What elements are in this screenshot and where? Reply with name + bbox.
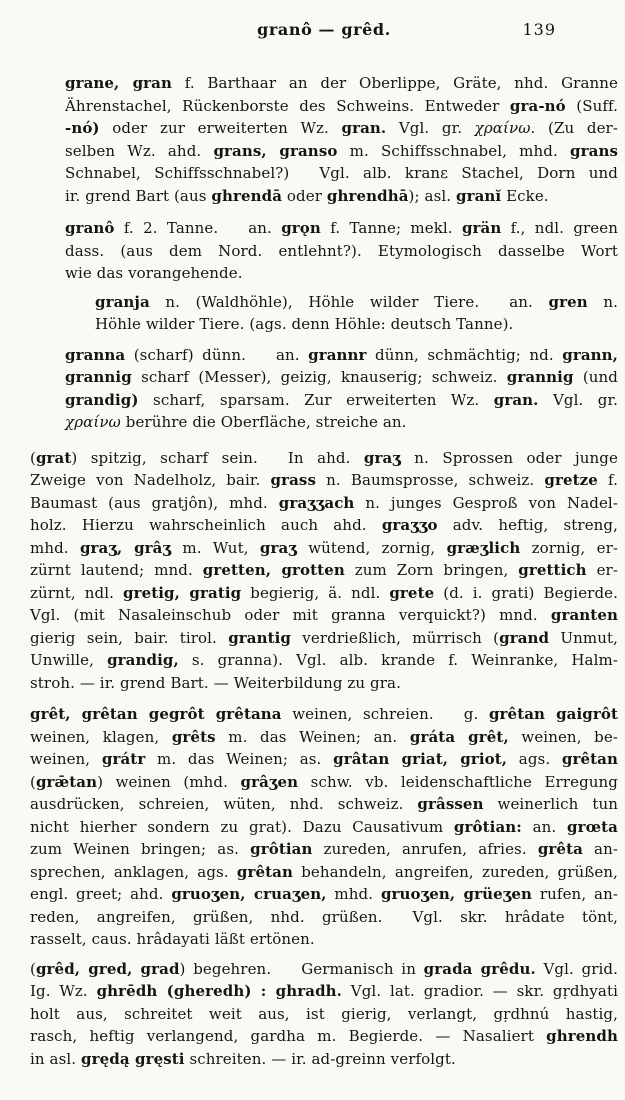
bold-word-form: grêtan gaigrôt: [488, 705, 619, 723]
bold-word-form: gretten, grotten: [202, 561, 345, 579]
bold-word-form: grôtian: [250, 840, 313, 858]
bold-word-form: grœta: [567, 817, 618, 836]
text-line: Unwille, grandig, s. granna). Vgl. alb. krande f. Weinranke, Halm-: [30, 651, 618, 669]
text-line: engl. greet; ahd. gruoʒen, cruaʒen, mhd. gruoʒen, grüeʒen rufen, an-: [30, 885, 619, 903]
text-line: (grêd, gred, grad) begehren. Germanisch in grada grêdu. Vgl. grid.: [30, 959, 619, 978]
bold-word-form: grantig: [228, 628, 292, 647]
text-line: granna (scharf) dünn. an. grannr dünn, schmächtig; nd. grann,: [65, 345, 618, 364]
bold-word-form: -nó): [65, 119, 100, 137]
bold-word-form: grandig): [65, 390, 139, 409]
bold-word-form: gretze: [544, 471, 598, 489]
bold-word-form: grans, granso: [213, 141, 338, 160]
text-line: zum Weinen bringen; as. grôtian zureden, anrufen, afries. grêta an-: [30, 840, 618, 858]
text-line: granja n. (Waldhöhle), Höhle wilder Tiere. an. gren n.: [95, 292, 618, 311]
bold-word-form: ghrendh: [546, 1027, 618, 1045]
text-line: Baumast (aus gratjôn), mhd. graʒʒach n. junges Gesproß von Nadel-: [30, 493, 618, 512]
greek-word: χραίνω: [474, 119, 531, 137]
entry-grat: [30, 447, 618, 695]
bold-word-form: grass: [270, 471, 317, 489]
text-line: zürnt lautend; mnd. gretten, grotten zum Zorn bringen, grettich er-: [30, 561, 618, 579]
running-head: [30, 20, 618, 44]
bold-word-form: grane, gran: [65, 74, 172, 92]
bold-word-form: grędą gręsti: [81, 1049, 185, 1068]
text-line: -nó) oder zur erweiterten Wz. gran. Vgl. gr. χραίνω. (Zu der-: [65, 119, 618, 137]
bold-word-form: granja: [95, 292, 150, 311]
bold-word-form: grada grêdu.: [423, 959, 536, 978]
bold-word-form: graʒ: [363, 448, 401, 467]
text-line: grane, gran f. Barthaar an der Oberlippe, Gräte, nhd. Granne: [65, 74, 618, 92]
bold-word-form: ghrēdh (gheredh) : ghradh.: [96, 982, 342, 1000]
bold-word-form: grêtan: [561, 750, 618, 768]
bold-word-form: grôtian:: [453, 817, 522, 836]
text-line: gierig sein, bair. tirol. grantig verdrießlich, mürrisch (grand Unmut,: [30, 628, 619, 647]
bold-word-form: grannig: [65, 368, 132, 386]
text-line: dass. (aus dem Nord. entlehnt?). Etymologisch dasselbe Wort: [65, 241, 618, 260]
bold-word-form: grêt, grêtan gegrôt grêtana: [30, 705, 282, 723]
bold-word-form: grete: [389, 583, 435, 602]
bold-word-form: gruoʒen, grüeʒen: [380, 885, 533, 903]
bold-word-form: gren: [548, 292, 588, 311]
text-line: mhd. graʒ, grâʒ m. Wut, graʒ wütend, zornig, græʒlich zornig, er-: [30, 538, 619, 557]
bold-word-form: grans: [570, 141, 619, 160]
text-line: (grǣtan) weinen (mhd. grâʒen schw. vb. leidenschaftliche Erregung: [30, 772, 618, 791]
text-line: (grat) spitzig, scharf sein. In ahd. graʒ n. Sprossen oder junge: [30, 448, 618, 467]
text-line: grêt, grêtan gegrôt grêtana weinen, schreien. g. grêtan gaigrôt: [30, 705, 619, 723]
bold-word-form: grän: [461, 219, 502, 237]
running-head-title: granô — grêd.: [257, 20, 391, 39]
bold-word-form: gruoʒen, cruaʒen,: [171, 885, 327, 903]
text-line: Ig. Wz. ghrēdh (gheredh) : ghradh. Vgl. lat. gradior. — skr. gṛdhyati: [30, 982, 618, 1000]
greek-word: χραίνω: [65, 413, 121, 431]
text-line: grandig) scharf, sparsam. Zur erweiterten Wz. gran. Vgl. gr.: [65, 390, 618, 409]
bold-word-form: grêta: [537, 840, 583, 858]
bold-word-form: grêtan: [236, 862, 294, 881]
entry-grane: [65, 72, 618, 207]
bold-word-form: granô: [65, 219, 115, 237]
bold-word-form: grannig: [506, 368, 574, 386]
bold-word-form: grat: [35, 448, 72, 467]
bold-word-form: graʒ: [259, 538, 297, 557]
bold-word-form: grâʒen: [240, 772, 299, 791]
bold-word-form: ghrendhā: [326, 186, 409, 205]
text-line: stroh. — ir. grend Bart. — Weiterbildung zu gra.: [30, 673, 401, 692]
bold-word-form: ghrendā: [211, 186, 283, 205]
bold-word-form: gran.: [341, 119, 387, 137]
bold-word-form: gra-nó: [509, 96, 566, 115]
text-line: Höhle wilder Tiere. (ags. denn Höhle: deutsch Tanne).: [95, 315, 514, 333]
text-line: reden, angreifen, grüßen, nhd. grüßen. Vgl. skr. hrâdate tönt,: [30, 907, 618, 926]
bold-word-form: graʒ, grâʒ: [79, 538, 172, 557]
text-line: sprechen, anklagen, ags. grêtan behandeln, angreifen, zureden, grüßen,: [30, 862, 619, 881]
bold-word-form: graʒʒach: [278, 493, 355, 512]
text-line: weinen, klagen, grêts m. das Weinen; an. gráta grêt, weinen, be-: [30, 727, 619, 746]
bold-word-form: grandig,: [107, 651, 179, 669]
text-line: Schnabel, Schiffsschnabel?) Vgl. alb. kranε Stachel, Dorn und: [65, 164, 618, 182]
entry-gred: [30, 958, 618, 1071]
text-line: selben Wz. ahd. grans, granso m. Schiffsschnabel, mhd. grans: [65, 141, 619, 160]
bold-word-form: gran.: [493, 390, 539, 409]
bold-word-form: gretig, gratig: [123, 583, 242, 602]
bold-word-form: grann,: [562, 345, 618, 364]
text-line: holt aus, schreitet weit aus, ist gierig, verlangt, gṛdhnú hastig,: [30, 1004, 618, 1023]
bold-word-form: grǫn: [281, 219, 321, 237]
bold-word-form: grannr: [308, 345, 367, 364]
bold-word-form: græʒlich: [446, 538, 521, 557]
bold-word-form: grâtan griat, griot,: [333, 750, 508, 768]
text-line: in asl. grędą gręsti schreiten. — ir. ad-greinn verfolgt.: [30, 1049, 456, 1068]
bold-word-form: grettich: [518, 561, 587, 579]
bold-word-form: grǣtan: [35, 772, 98, 791]
text-line: zürnt, ndl. gretig, gratig begierig, ä. ndl. grete (d. i. grati) Begierde.: [30, 583, 618, 602]
bold-word-form: granĭ: [456, 186, 502, 205]
entry-grano: [65, 217, 618, 285]
text-line: Vgl. (mit Nasaleinschub oder mit granna verquickt?) mnd. granten: [30, 606, 618, 624]
bold-word-form: gráta grêt,: [409, 727, 509, 746]
page-number: 139: [522, 20, 556, 39]
text-line: weinen, grátr m. das Weinen; as. grâtan griat, griot, ags. grêtan: [30, 750, 618, 768]
text-line: holz. Hierzu wahrscheinlich auch ahd. graʒʒo adv. heftig, streng,: [30, 516, 619, 534]
text-line: rasselt, caus. hrâdayati läßt ertönen.: [30, 930, 315, 948]
entry-granja: [95, 291, 618, 336]
bold-word-form: granten: [550, 606, 618, 624]
bold-word-form: granna: [65, 345, 126, 364]
bold-word-form: graʒʒo: [381, 516, 438, 534]
text-line: rasch, heftig verlangend, gardha m. Begierde. — Nasaliert ghrendh: [30, 1027, 618, 1045]
bold-word-form: grátr: [101, 750, 146, 768]
text-line: ir. grend Bart (aus ghrendā oder ghrendhā); asl. granĭ Ecke.: [65, 186, 549, 205]
text-line: granô f. 2. Tanne. an. grǫn f. Tanne; mekl. grän f., ndl. green: [65, 219, 619, 237]
bold-word-form: grâssen: [417, 795, 484, 813]
text-line: Zweige von Nadelholz, bair. grass n. Baumsprosse, schweiz. gretze f.: [30, 471, 619, 489]
bold-word-form: grêts: [171, 727, 216, 746]
text-line: χραίνω berühre die Oberfläche, streiche an.: [65, 413, 407, 431]
text-line: grannig scharf (Messer), geizig, knauserig; schweiz. grannig (und: [65, 368, 618, 386]
text-line: wie das vorangehende.: [65, 264, 243, 282]
bold-word-form: grand: [499, 628, 550, 647]
text-line: Ährenstachel, Rückenborste des Schweins. Entweder gra-nó (Suff.: [65, 96, 619, 115]
bold-word-form: grêd, gred, grad: [35, 959, 180, 978]
entry-gret: [30, 703, 618, 951]
text-line: ausdrücken, schreien, wüten, nhd. schweiz. grâssen weinerlich tun: [30, 795, 618, 813]
entry-granna: [65, 344, 618, 434]
text-line: nicht hierher sondern zu grat). Dazu Causativum grôtian: an. grœta: [30, 817, 618, 836]
